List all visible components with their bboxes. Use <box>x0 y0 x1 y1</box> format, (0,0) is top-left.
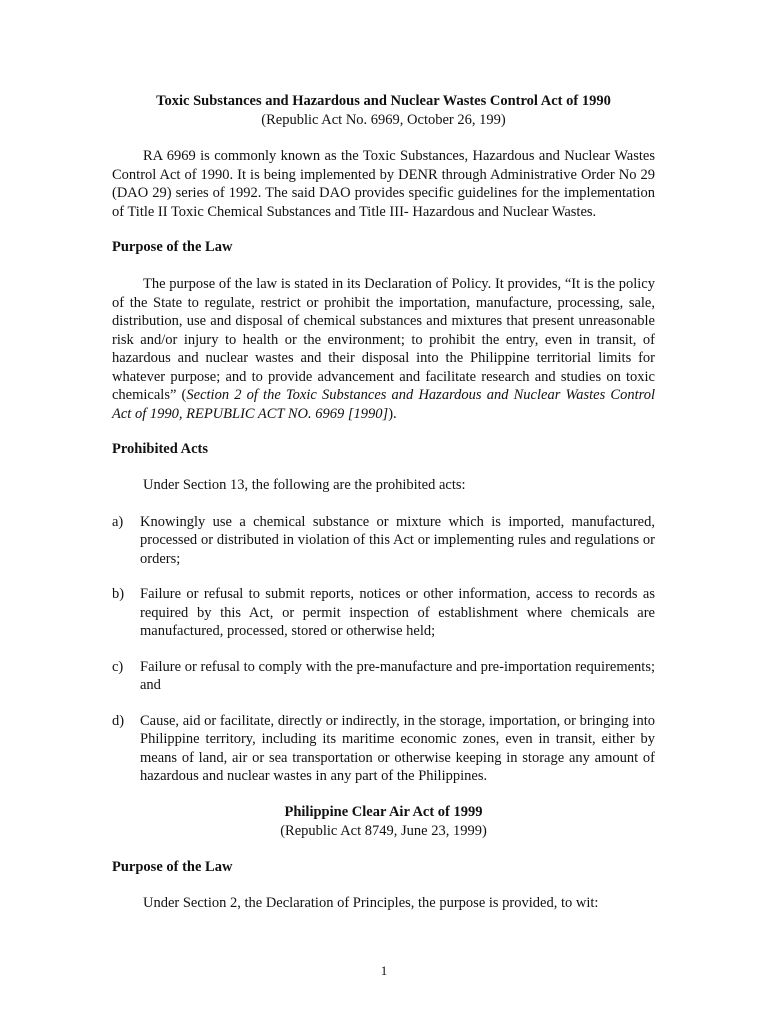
prohibited-acts-list <box>112 513 655 786</box>
list-marker: c) <box>112 658 124 675</box>
clear-air-subtitle: (Republic Act 8749, June 23, 1999) <box>280 822 487 839</box>
purpose-text: The purpose of the law is stated in its Declaration of Policy. It provides, “It is the policy of the State to regulate, restrict or prohibit the importation, manufacture, processing, sale, distribution, use and disposal of chemical substances and mixtures that present unreasonable risk and/or injury to health or the environment; to prohibit the entry, even in transit, of hazardous and nuclear wastes and their disposal into the Philippine territorial limits for whatever purpose; and to provide advancement and facilitate research and studies on toxic chemicals” ( <box>112 276 655 403</box>
list-marker: a) <box>112 513 124 530</box>
act-title-block <box>112 92 655 130</box>
clear-air-purpose-heading: Purpose of the Law <box>112 858 233 875</box>
list-item <box>112 712 655 786</box>
purpose-paragraph <box>112 275 655 423</box>
prohibited-acts-heading: Prohibited Acts <box>112 441 208 457</box>
clear-air-title-block <box>112 803 655 841</box>
list-marker: b) <box>112 586 125 602</box>
intro-paragraph: RA 6969 is commonly known as the Toxic Substances, Hazardous and Nuclear Wastes Control Act of 1990. It is being implemented by DENR through Administrative Order No 29 (DAO 29) series of 1992. The said DAO provides specific guidelines for the implementation of Title II Toxic Chemical Substances and Title III- Hazardous and Nuclear Wastes. <box>112 148 655 220</box>
clear-air-purpose-paragraph: Under Section 2, the Declaration of Principles, the purpose is provided, to wit: <box>143 894 599 911</box>
list-marker: d) <box>112 712 125 729</box>
prohibited-intro: Under Section 13, the following are the prohibited acts: <box>143 477 466 493</box>
purpose-citation: Section 2 of the Toxic Substances and Hazardous and Nuclear Wastes Control Act of 1990, REPUBLIC ACT NO. 6969 [1990] <box>112 387 655 422</box>
list-item-text: Failure or refusal to submit reports, notices or other information, access to records as required by this Act, or permit inspection of establishment where chemicals are manufactured, processed, stored or otherwise held; <box>140 586 655 639</box>
list-item <box>112 585 655 641</box>
list-item-text: Failure or refusal to comply with the pre-manufacture and pre-importation requirements; and <box>140 658 655 693</box>
list-item <box>112 658 655 695</box>
list-item-text: Cause, aid or facilitate, directly or indirectly, in the storage, importation, or bringing into Philippine territory, including its maritime economic zones, even in transit, either by means of land, air or sea transportation or otherwise keeping in storage any amount of hazardous and nuclear wastes in any part of the Philippines. <box>140 712 655 784</box>
page-number: 1 <box>380 963 388 978</box>
act-subtitle: (Republic Act No. 6969, October 26, 199) <box>261 112 506 128</box>
clear-air-title: Philippine Clear Air Act of 1999 <box>284 803 483 820</box>
act-title: Toxic Substances and Hazardous and Nuclear Wastes Control Act of 1990 <box>156 93 611 109</box>
list-item <box>112 513 655 569</box>
document-page <box>112 92 655 912</box>
list-item-text: Knowingly use a chemical substance or mixture which is imported, manufactured, processed or distributed in violation of this Act or implementing rules and regulations or orders; <box>140 513 655 567</box>
purpose-end: ). <box>388 405 397 422</box>
purpose-heading: Purpose of the Law <box>112 239 233 255</box>
